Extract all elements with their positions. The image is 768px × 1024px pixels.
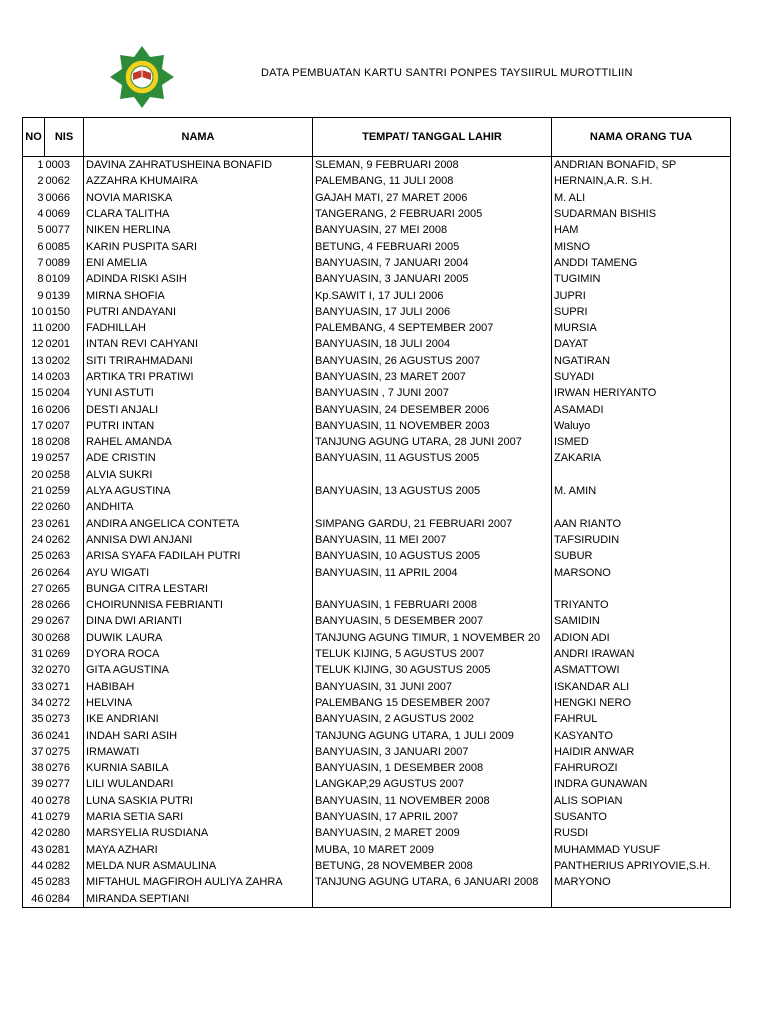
- table-row: [23, 190, 731, 206]
- table-row: [23, 890, 731, 907]
- table-row: [23, 173, 731, 189]
- table-row: [23, 776, 731, 792]
- cell-nama: AZZAHRA KHUMAIRA: [84, 173, 313, 189]
- table-row: [23, 874, 731, 890]
- cell-nama-orang-tua: SUYADI: [552, 369, 731, 385]
- cell-nis: 0261: [45, 516, 84, 532]
- table-row: [23, 499, 731, 515]
- cell-no: 26: [23, 564, 45, 580]
- student-table: [22, 117, 731, 908]
- cell-no: 14: [23, 369, 45, 385]
- cell-no: 20: [23, 467, 45, 483]
- cell-nama-orang-tua: Waluyo: [552, 418, 731, 434]
- cell-nama-orang-tua: SUDARMAN BISHIS: [552, 206, 731, 222]
- cell-no: 2: [23, 173, 45, 189]
- cell-nama: ADE CRISTIN: [84, 450, 313, 466]
- cell-no: 35: [23, 711, 45, 727]
- cell-no: 7: [23, 255, 45, 271]
- cell-nis: 0277: [45, 776, 84, 792]
- table-row: [23, 304, 731, 320]
- cell-nama-orang-tua: FAHRUROZI: [552, 760, 731, 776]
- cell-nama: HABIBAH: [84, 679, 313, 695]
- cell-no: 29: [23, 613, 45, 629]
- cell-nis: 0269: [45, 646, 84, 662]
- cell-nis: 0241: [45, 727, 84, 743]
- table-row: [23, 760, 731, 776]
- cell-tempat-tanggal-lahir: TANGERANG, 2 FEBRUARI 2005: [313, 206, 552, 222]
- cell-nis: 0279: [45, 809, 84, 825]
- cell-nama: MIRANDA SEPTIANI: [84, 890, 313, 907]
- cell-no: 22: [23, 499, 45, 515]
- cell-no: 12: [23, 336, 45, 352]
- cell-no: 10: [23, 304, 45, 320]
- cell-tempat-tanggal-lahir: BANYUASIN, 24 DESEMBER 2006: [313, 401, 552, 417]
- cell-no: 4: [23, 206, 45, 222]
- cell-nama-orang-tua: MUHAMMAD YUSUF: [552, 841, 731, 857]
- cell-nis: 0283: [45, 874, 84, 890]
- cell-no: 33: [23, 679, 45, 695]
- cell-nis: 0139: [45, 287, 84, 303]
- cell-nama: PUTRI INTAN: [84, 418, 313, 434]
- cell-nama-orang-tua: ANDRIAN BONAFID, SP: [552, 157, 731, 174]
- cell-no: 44: [23, 858, 45, 874]
- cell-nama-orang-tua: ASAMADI: [552, 401, 731, 417]
- cell-tempat-tanggal-lahir: TANJUNG AGUNG TIMUR, 1 NOVEMBER 20: [313, 630, 552, 646]
- cell-nama: MIRNA SHOFIA: [84, 287, 313, 303]
- header-tempat-tanggal-lahir: TEMPAT/ TANGGAL LAHIR: [313, 118, 552, 157]
- cell-nama: AYU WIGATI: [84, 564, 313, 580]
- cell-nis: 0280: [45, 825, 84, 841]
- cell-nama-orang-tua: M. AMIN: [552, 483, 731, 499]
- table-row: [23, 222, 731, 238]
- cell-nis: 0208: [45, 434, 84, 450]
- cell-no: 21: [23, 483, 45, 499]
- table-row: [23, 695, 731, 711]
- header-nama-orang-tua: NAMA ORANG TUA: [552, 118, 731, 157]
- cell-nis: 0077: [45, 222, 84, 238]
- table-row: [23, 401, 731, 417]
- cell-tempat-tanggal-lahir: [313, 499, 552, 515]
- cell-tempat-tanggal-lahir: BETUNG, 4 FEBRUARI 2005: [313, 238, 552, 254]
- table-row: [23, 385, 731, 401]
- table-header-row: [23, 118, 731, 157]
- cell-nis: 0200: [45, 320, 84, 336]
- cell-nama: DAVINA ZAHRATUSHEINA BONAFID: [84, 157, 313, 174]
- cell-nama: SITI TRIRAHMADANI: [84, 353, 313, 369]
- cell-nama-orang-tua: MARYONO: [552, 874, 731, 890]
- cell-nama: ARTIKA TRI PRATIWI: [84, 369, 313, 385]
- table-row: [23, 483, 731, 499]
- table-row: [23, 287, 731, 303]
- cell-nama: ARISA SYAFA FADILAH PUTRI: [84, 548, 313, 564]
- table-row: [23, 711, 731, 727]
- table-row: [23, 271, 731, 287]
- cell-tempat-tanggal-lahir: [313, 890, 552, 907]
- cell-no: 38: [23, 760, 45, 776]
- cell-nama-orang-tua: ZAKARIA: [552, 450, 731, 466]
- cell-nama-orang-tua: MURSIA: [552, 320, 731, 336]
- cell-nama: DYORA ROCA: [84, 646, 313, 662]
- cell-nama: ADINDA RISKI ASIH: [84, 271, 313, 287]
- cell-tempat-tanggal-lahir: BANYUASIN, 17 JULI 2006: [313, 304, 552, 320]
- cell-nama: GITA AGUSTINA: [84, 662, 313, 678]
- cell-nama: CHOIRUNNISA FEBRIANTI: [84, 597, 313, 613]
- table-row: [23, 238, 731, 254]
- cell-nama-orang-tua: TUGIMIN: [552, 271, 731, 287]
- cell-tempat-tanggal-lahir: BANYUASIN, 31 JUNI 2007: [313, 679, 552, 695]
- cell-nama: INTAN REVI CAHYANI: [84, 336, 313, 352]
- table-row: [23, 581, 731, 597]
- cell-nama: LUNA SASKIA PUTRI: [84, 793, 313, 809]
- cell-nama: KURNIA SABILA: [84, 760, 313, 776]
- cell-no: 31: [23, 646, 45, 662]
- cell-tempat-tanggal-lahir: BANYUASIN, 2 AGUSTUS 2002: [313, 711, 552, 727]
- cell-tempat-tanggal-lahir: TANJUNG AGUNG UTARA, 6 JANUARI 2008: [313, 874, 552, 890]
- table-row: [23, 613, 731, 629]
- table-row: [23, 434, 731, 450]
- cell-tempat-tanggal-lahir: BANYUASIN , 7 JUNI 2007: [313, 385, 552, 401]
- cell-no: 19: [23, 450, 45, 466]
- cell-nis: 0262: [45, 532, 84, 548]
- cell-nama: KARIN PUSPITA SARI: [84, 238, 313, 254]
- cell-nama-orang-tua: ANDDI TAMENG: [552, 255, 731, 271]
- cell-nama: DUWIK LAURA: [84, 630, 313, 646]
- cell-no: 30: [23, 630, 45, 646]
- cell-tempat-tanggal-lahir: BANYUASIN, 1 DESEMBER 2008: [313, 760, 552, 776]
- cell-nama-orang-tua: FAHRUL: [552, 711, 731, 727]
- cell-tempat-tanggal-lahir: [313, 581, 552, 597]
- cell-tempat-tanggal-lahir: BANYUASIN, 17 APRIL 2007: [313, 809, 552, 825]
- pesantren-logo-icon: [110, 46, 174, 108]
- cell-no: 23: [23, 516, 45, 532]
- table-row: [23, 793, 731, 809]
- table-row: [23, 597, 731, 613]
- cell-nama: IKE ANDRIANI: [84, 711, 313, 727]
- table-row: [23, 418, 731, 434]
- cell-tempat-tanggal-lahir: BANYUASIN, 27 MEI 2008: [313, 222, 552, 238]
- cell-tempat-tanggal-lahir: BANYUASIN, 11 MEI 2007: [313, 532, 552, 548]
- cell-tempat-tanggal-lahir: PALEMBANG, 11 JULI 2008: [313, 173, 552, 189]
- cell-tempat-tanggal-lahir: BANYUASIN, 11 NOVEMBER 2008: [313, 793, 552, 809]
- cell-nis: 0275: [45, 744, 84, 760]
- cell-nis: 0263: [45, 548, 84, 564]
- cell-nama-orang-tua: ASMATTOWI: [552, 662, 731, 678]
- cell-no: 18: [23, 434, 45, 450]
- cell-tempat-tanggal-lahir: BANYUASIN, 1 FEBRUARI 2008: [313, 597, 552, 613]
- cell-tempat-tanggal-lahir: SLEMAN, 9 FEBRUARI 2008: [313, 157, 552, 174]
- cell-nis: 0278: [45, 793, 84, 809]
- cell-nama: IRMAWATI: [84, 744, 313, 760]
- cell-no: 11: [23, 320, 45, 336]
- cell-nama: BUNGA CITRA LESTARI: [84, 581, 313, 597]
- cell-nama-orang-tua: [552, 890, 731, 907]
- cell-nis: 0273: [45, 711, 84, 727]
- cell-nama: ANDIRA ANGELICA CONTETA: [84, 516, 313, 532]
- table-row: [23, 516, 731, 532]
- cell-nama: CLARA TALITHA: [84, 206, 313, 222]
- cell-tempat-tanggal-lahir: BANYUASIN, 11 NOVEMBER 2003: [313, 418, 552, 434]
- cell-no: 17: [23, 418, 45, 434]
- cell-nama: FADHILLAH: [84, 320, 313, 336]
- cell-nama-orang-tua: HERNAIN,A.R. S.H.: [552, 173, 731, 189]
- cell-nama-orang-tua: HAIDIR ANWAR: [552, 744, 731, 760]
- cell-nama-orang-tua: AAN RIANTO: [552, 516, 731, 532]
- cell-nama: MELDA NUR ASMAULINA: [84, 858, 313, 874]
- table-row: [23, 841, 731, 857]
- cell-no: 37: [23, 744, 45, 760]
- cell-tempat-tanggal-lahir: TANJUNG AGUNG UTARA, 28 JUNI 2007: [313, 434, 552, 450]
- cell-nis: 0282: [45, 858, 84, 874]
- cell-no: 8: [23, 271, 45, 287]
- cell-no: 13: [23, 353, 45, 369]
- cell-nama-orang-tua: MISNO: [552, 238, 731, 254]
- table-row: [23, 809, 731, 825]
- cell-nama-orang-tua: DAYAT: [552, 336, 731, 352]
- table-row: [23, 564, 731, 580]
- cell-nis: 0281: [45, 841, 84, 857]
- cell-nama-orang-tua: MARSONO: [552, 564, 731, 580]
- cell-tempat-tanggal-lahir: BANYUASIN, 13 AGUSTUS 2005: [313, 483, 552, 499]
- cell-nama-orang-tua: ANDRI IRAWAN: [552, 646, 731, 662]
- cell-nama: DESTI ANJALI: [84, 401, 313, 417]
- cell-no: 46: [23, 890, 45, 907]
- table-row: [23, 646, 731, 662]
- cell-nama-orang-tua: ISMED: [552, 434, 731, 450]
- cell-nama: MARIA SETIA SARI: [84, 809, 313, 825]
- cell-tempat-tanggal-lahir: BETUNG, 28 NOVEMBER 2008: [313, 858, 552, 874]
- cell-nis: 0109: [45, 271, 84, 287]
- cell-no: 3: [23, 190, 45, 206]
- cell-tempat-tanggal-lahir: PALEMBANG 15 DESEMBER 2007: [313, 695, 552, 711]
- cell-no: 1: [23, 157, 45, 174]
- cell-tempat-tanggal-lahir: PALEMBANG, 4 SEPTEMBER 2007: [313, 320, 552, 336]
- cell-nama-orang-tua: SUBUR: [552, 548, 731, 564]
- cell-nama: PUTRI ANDAYANI: [84, 304, 313, 320]
- cell-tempat-tanggal-lahir: GAJAH MATI, 27 MARET 2006: [313, 190, 552, 206]
- cell-tempat-tanggal-lahir: BANYUASIN, 3 JANUARI 2007: [313, 744, 552, 760]
- table-row: [23, 630, 731, 646]
- table-row: [23, 336, 731, 352]
- cell-tempat-tanggal-lahir: BANYUASIN, 23 MARET 2007: [313, 369, 552, 385]
- cell-no: 34: [23, 695, 45, 711]
- cell-nama-orang-tua: SAMIDIN: [552, 613, 731, 629]
- cell-nama-orang-tua: PANTHERIUS APRIYOVIE,S.H.: [552, 858, 731, 874]
- cell-tempat-tanggal-lahir: SIMPANG GARDU, 21 FEBRUARI 2007: [313, 516, 552, 532]
- cell-nama: LILI WULANDARI: [84, 776, 313, 792]
- cell-nama-orang-tua: JUPRI: [552, 287, 731, 303]
- cell-nama-orang-tua: IRWAN HERIYANTO: [552, 385, 731, 401]
- cell-nis: 0266: [45, 597, 84, 613]
- cell-nis: 0257: [45, 450, 84, 466]
- cell-nama: ALVIA SUKRI: [84, 467, 313, 483]
- cell-no: 16: [23, 401, 45, 417]
- cell-tempat-tanggal-lahir: TELUK KIJING, 5 AGUSTUS 2007: [313, 646, 552, 662]
- cell-nis: 0206: [45, 401, 84, 417]
- cell-tempat-tanggal-lahir: BANYUASIN, 7 JANUARI 2004: [313, 255, 552, 271]
- table-row: [23, 206, 731, 222]
- cell-no: 32: [23, 662, 45, 678]
- cell-nis: 0085: [45, 238, 84, 254]
- cell-nama-orang-tua: NGATIRAN: [552, 353, 731, 369]
- cell-nama: INDAH SARI ASIH: [84, 727, 313, 743]
- cell-nis: 0284: [45, 890, 84, 907]
- cell-tempat-tanggal-lahir: BANYUASIN, 11 AGUSTUS 2005: [313, 450, 552, 466]
- cell-nama: MARSYELIA RUSDIANA: [84, 825, 313, 841]
- cell-nis: 0150: [45, 304, 84, 320]
- cell-no: 25: [23, 548, 45, 564]
- table-row: [23, 157, 731, 174]
- cell-no: 42: [23, 825, 45, 841]
- cell-nama: HELVINA: [84, 695, 313, 711]
- table-row: [23, 727, 731, 743]
- cell-nis: 0272: [45, 695, 84, 711]
- cell-no: 28: [23, 597, 45, 613]
- cell-nis: 0259: [45, 483, 84, 499]
- cell-nama: NOVIA MARISKA: [84, 190, 313, 206]
- cell-tempat-tanggal-lahir: BANYUASIN, 3 JANUARI 2005: [313, 271, 552, 287]
- cell-tempat-tanggal-lahir: LANGKAP,29 AGUSTUS 2007: [313, 776, 552, 792]
- cell-nis: 0276: [45, 760, 84, 776]
- table-row: [23, 369, 731, 385]
- cell-nama-orang-tua: [552, 467, 731, 483]
- cell-tempat-tanggal-lahir: BANYUASIN, 26 AGUSTUS 2007: [313, 353, 552, 369]
- table-row: [23, 450, 731, 466]
- cell-nama-orang-tua: SUSANTO: [552, 809, 731, 825]
- cell-nama-orang-tua: TRIYANTO: [552, 597, 731, 613]
- cell-nama-orang-tua: [552, 581, 731, 597]
- cell-nama: MAYA AZHARI: [84, 841, 313, 857]
- cell-tempat-tanggal-lahir: TANJUNG AGUNG UTARA, 1 JULI 2009: [313, 727, 552, 743]
- cell-nama: YUNI ASTUTI: [84, 385, 313, 401]
- cell-nis: 0066: [45, 190, 84, 206]
- cell-nis: 0207: [45, 418, 84, 434]
- table-row: [23, 825, 731, 841]
- cell-tempat-tanggal-lahir: BANYUASIN, 10 AGUSTUS 2005: [313, 548, 552, 564]
- cell-nama-orang-tua: [552, 499, 731, 515]
- table-row: [23, 255, 731, 271]
- cell-no: 39: [23, 776, 45, 792]
- cell-nis: 0271: [45, 679, 84, 695]
- cell-no: 36: [23, 727, 45, 743]
- cell-nama-orang-tua: ALIS SOPIAN: [552, 793, 731, 809]
- cell-nis: 0003: [45, 157, 84, 174]
- cell-nama-orang-tua: ISKANDAR ALI: [552, 679, 731, 695]
- cell-nis: 0204: [45, 385, 84, 401]
- cell-nama: ENI AMELIA: [84, 255, 313, 271]
- cell-no: 6: [23, 238, 45, 254]
- cell-nis: 0202: [45, 353, 84, 369]
- cell-nama-orang-tua: HENGKI NERO: [552, 695, 731, 711]
- cell-no: 27: [23, 581, 45, 597]
- table-row: [23, 679, 731, 695]
- table-row: [23, 532, 731, 548]
- header-nis: NIS: [45, 118, 84, 157]
- cell-nama-orang-tua: SUPRI: [552, 304, 731, 320]
- cell-no: 40: [23, 793, 45, 809]
- cell-tempat-tanggal-lahir: TELUK KIJING, 30 AGUSTUS 2005: [313, 662, 552, 678]
- cell-nama: MIFTAHUL MAGFIROH AULIYA ZAHRA: [84, 874, 313, 890]
- cell-nis: 0264: [45, 564, 84, 580]
- table-row: [23, 858, 731, 874]
- cell-nama-orang-tua: ADION ADI: [552, 630, 731, 646]
- cell-nis: 0203: [45, 369, 84, 385]
- table-row: [23, 353, 731, 369]
- cell-nis: 0267: [45, 613, 84, 629]
- cell-tempat-tanggal-lahir: MUBA, 10 MARET 2009: [313, 841, 552, 857]
- cell-nama-orang-tua: RUSDI: [552, 825, 731, 841]
- cell-tempat-tanggal-lahir: BANYUASIN, 18 JULI 2004: [313, 336, 552, 352]
- cell-nama-orang-tua: TAFSIRUDIN: [552, 532, 731, 548]
- cell-nis: 0069: [45, 206, 84, 222]
- table-row: [23, 744, 731, 760]
- cell-tempat-tanggal-lahir: Kp.SAWIT I, 17 JULI 2006: [313, 287, 552, 303]
- cell-nis: 0260: [45, 499, 84, 515]
- cell-nis: 0265: [45, 581, 84, 597]
- cell-nis: 0089: [45, 255, 84, 271]
- cell-nis: 0258: [45, 467, 84, 483]
- cell-nama: NIKEN HERLINA: [84, 222, 313, 238]
- cell-nama: ALYA AGUSTINA: [84, 483, 313, 499]
- cell-nama-orang-tua: INDRA GUNAWAN: [552, 776, 731, 792]
- header-no: NO: [23, 118, 45, 157]
- cell-nama: RAHEL AMANDA: [84, 434, 313, 450]
- cell-no: 43: [23, 841, 45, 857]
- cell-nis: 0268: [45, 630, 84, 646]
- table-row: [23, 548, 731, 564]
- table-row: [23, 320, 731, 336]
- cell-nama: ANNISA DWI ANJANI: [84, 532, 313, 548]
- cell-no: 45: [23, 874, 45, 890]
- cell-tempat-tanggal-lahir: BANYUASIN, 5 DESEMBER 2007: [313, 613, 552, 629]
- cell-nama-orang-tua: KASYANTO: [552, 727, 731, 743]
- cell-no: 41: [23, 809, 45, 825]
- cell-tempat-tanggal-lahir: BANYUASIN, 2 MARET 2009: [313, 825, 552, 841]
- cell-nis: 0270: [45, 662, 84, 678]
- cell-nis: 0062: [45, 173, 84, 189]
- cell-tempat-tanggal-lahir: [313, 467, 552, 483]
- cell-nama: ANDHITA: [84, 499, 313, 515]
- cell-no: 9: [23, 287, 45, 303]
- cell-no: 15: [23, 385, 45, 401]
- cell-tempat-tanggal-lahir: BANYUASIN, 11 APRIL 2004: [313, 564, 552, 580]
- cell-nis: 0201: [45, 336, 84, 352]
- page-title: DATA PEMBUATAN KARTU SANTRI PONPES TAYSIIRUL MUROTTILIIN: [261, 67, 633, 79]
- cell-no: 5: [23, 222, 45, 238]
- cell-nama: DINA DWI ARIANTI: [84, 613, 313, 629]
- cell-nama-orang-tua: HAM: [552, 222, 731, 238]
- cell-no: 24: [23, 532, 45, 548]
- cell-nama-orang-tua: M. ALI: [552, 190, 731, 206]
- table-row: [23, 467, 731, 483]
- table-row: [23, 662, 731, 678]
- table-body: [23, 157, 731, 908]
- header-nama: NAMA: [84, 118, 313, 157]
